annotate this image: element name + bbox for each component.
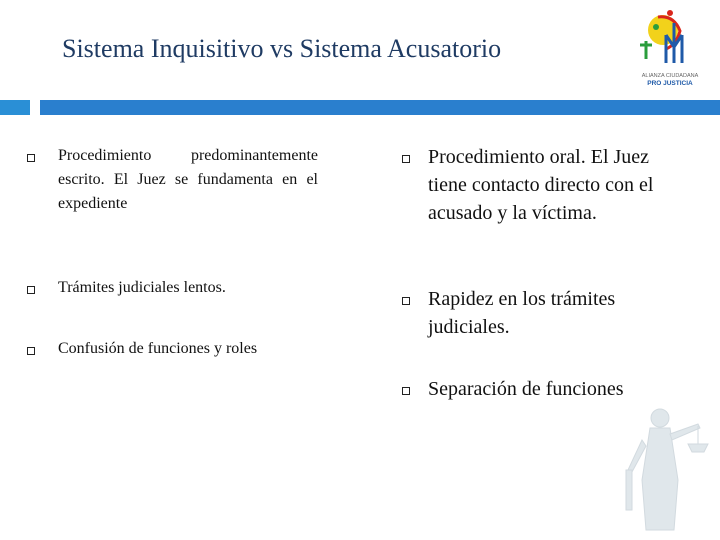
square-bullet-icon bbox=[402, 387, 410, 395]
square-bullet-icon bbox=[402, 297, 410, 305]
right-item-1: Procedimiento oral. El Juez tiene contacto directo con el acusado y la víctima. bbox=[428, 146, 654, 224]
logo-line1: ALIANZA CIUDADANA bbox=[641, 73, 699, 79]
accent-bar-small bbox=[0, 100, 30, 115]
lady-justice-watermark-icon bbox=[612, 400, 712, 540]
alianza-pro-justicia-logo-icon bbox=[630, 5, 710, 90]
square-bullet-icon bbox=[27, 286, 35, 294]
logo-line2: PRO JUSTICIA bbox=[647, 80, 693, 87]
left-item-1: Procedimiento predominantemente escrito. El Juez se fundamenta en el expediente bbox=[58, 147, 318, 212]
left-item-2: Trámites judiciales lentos. bbox=[58, 279, 226, 296]
square-bullet-icon bbox=[27, 154, 35, 162]
square-bullet-icon bbox=[27, 347, 35, 355]
left-item-3: Confusión de funciones y roles bbox=[58, 340, 258, 357]
accent-bar-main bbox=[40, 100, 720, 115]
right-item-2: Rapidez en los trámites judiciales. bbox=[428, 288, 616, 338]
right-item-3: Separación de funciones bbox=[428, 378, 624, 400]
slide-title: Sistema Inquisitivo vs Sistema Acusatorio bbox=[62, 34, 502, 63]
square-bullet-icon bbox=[402, 155, 410, 163]
